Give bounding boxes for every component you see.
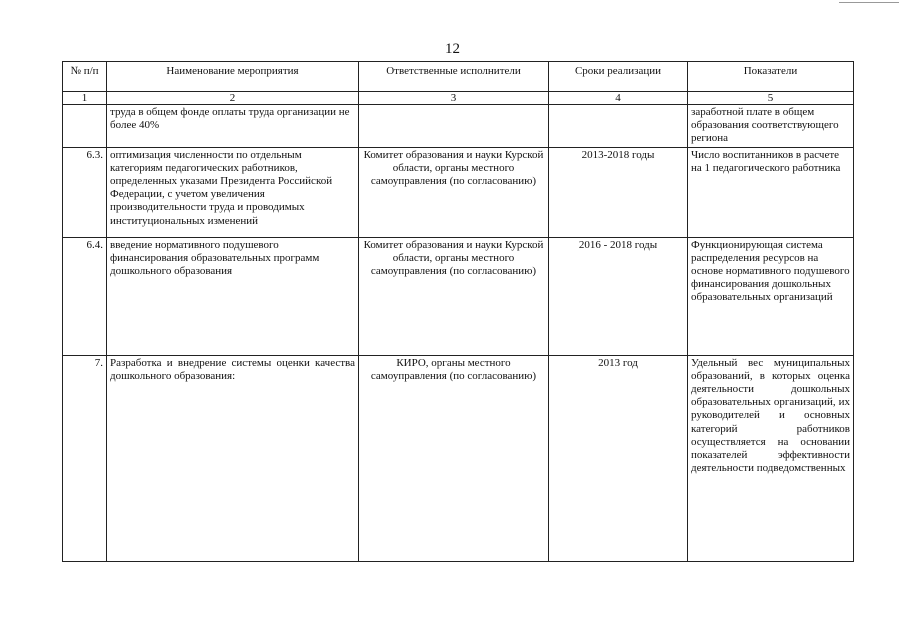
row-number: 6.3.	[63, 147, 107, 237]
terms: 2013 год	[549, 355, 688, 561]
indicators: Функционирующая система распределения ресурсов на основе нормативного подушевого финансирования дошкольных образовательных организаций	[688, 237, 854, 355]
measure-name: оптимизация численности по отдельным категориям педагогических работников, определенных указами Президента Российской Федерации, с учетом увеличения производительности труда и проводимых институциональных изменений	[107, 147, 359, 237]
column-number-row	[63, 92, 854, 105]
measure-name: Разработка и внедрение системы оценки качества дошкольного образования:	[107, 355, 359, 561]
responsible: КИРО, органы местного самоуправления (по согласованию)	[359, 355, 549, 561]
column-number: 4	[549, 92, 688, 105]
indicators: Удельный вес муниципальных образований, в которых оценка деятельности дошкольных образовательных организаций, их руководителей и основных категорий работников осуществляется на основании показателей эффективности деятельности подведомственных	[688, 355, 854, 561]
row-number	[63, 105, 107, 148]
table-row	[63, 147, 854, 237]
responsible: Комитет образования и науки Курской области, органы местного самоуправления (по согласованию)	[359, 147, 549, 237]
indicators: заработной плате в общем образования соответствующего региона	[688, 105, 854, 148]
measures-table	[62, 61, 854, 562]
terms: 2016 - 2018 годы	[549, 237, 688, 355]
header-num: № п/п	[63, 62, 107, 92]
corner-mark	[839, 2, 899, 3]
table-row	[63, 355, 854, 561]
column-number: 5	[688, 92, 854, 105]
indicators: Число воспитанников в расчете на 1 педагогического работника	[688, 147, 854, 237]
row-number: 6.4.	[63, 237, 107, 355]
measure-name: труда в общем фонде оплаты труда организации не более 40%	[107, 105, 359, 148]
row-number: 7.	[63, 355, 107, 561]
column-number: 3	[359, 92, 549, 105]
page-number: 12	[445, 41, 460, 57]
table-row	[63, 105, 854, 148]
column-number: 1	[63, 92, 107, 105]
table-row	[63, 237, 854, 355]
header-terms: Сроки реализации	[549, 62, 688, 92]
header-name: Наименование мероприятия	[107, 62, 359, 92]
responsible	[359, 105, 549, 148]
measure-name: введение нормативного подушевого финансирования образовательных программ дошкольного образования	[107, 237, 359, 355]
table-header-row	[63, 62, 854, 92]
column-number: 2	[107, 92, 359, 105]
terms	[549, 105, 688, 148]
terms: 2013-2018 годы	[549, 147, 688, 237]
responsible: Комитет образования и науки Курской области, органы местного самоуправления (по согласованию)	[359, 237, 549, 355]
header-responsible: Ответственные исполнители	[359, 62, 549, 92]
header-indicators: Показатели	[688, 62, 854, 92]
